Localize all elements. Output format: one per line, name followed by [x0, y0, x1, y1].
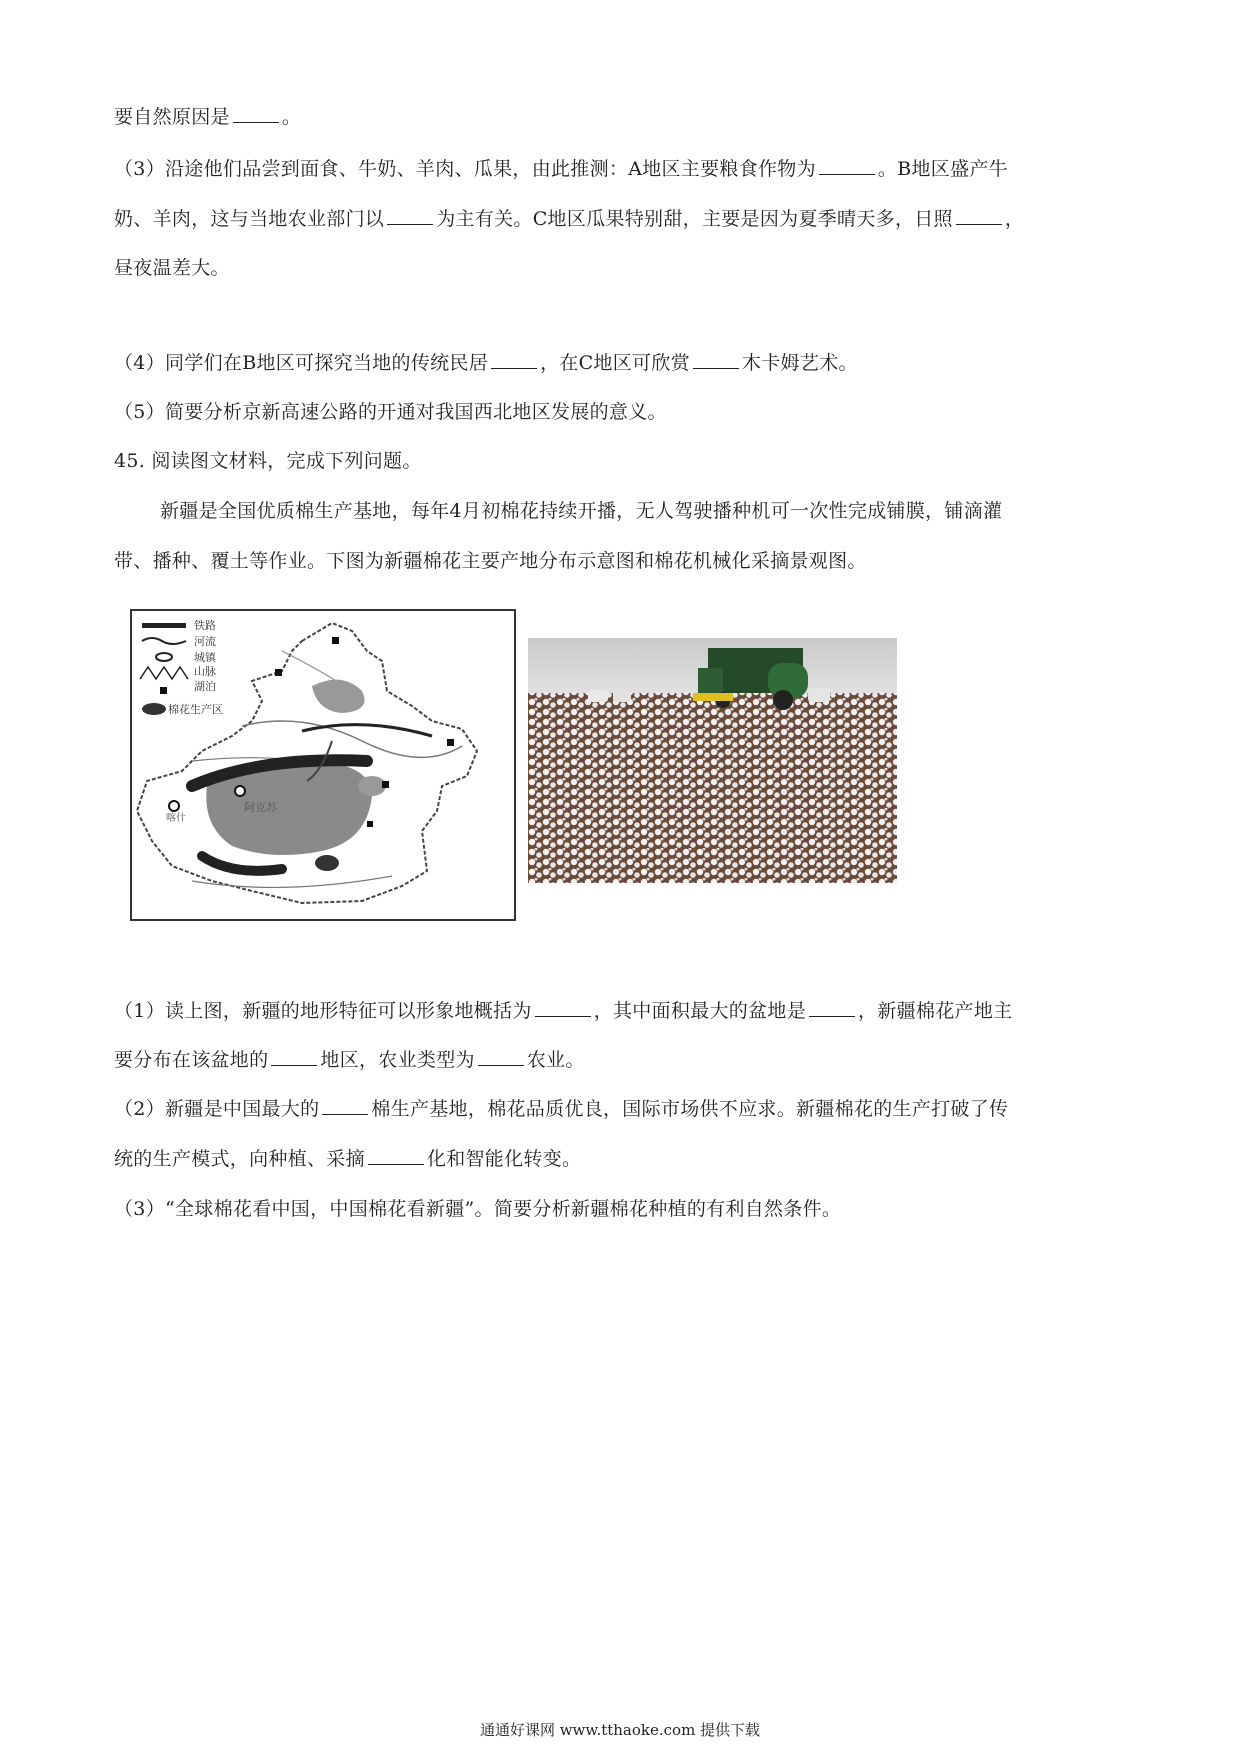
legend-label: 山脉: [194, 665, 216, 678]
answer-blank[interactable]: [819, 156, 875, 175]
text-line: [114, 206, 1024, 232]
text-line: [114, 255, 230, 281]
text: 奶、羊肉，这与当地农业部门以: [114, 208, 385, 230]
answer-blank[interactable]: [693, 350, 739, 369]
town-legend-icon: [156, 653, 172, 661]
text: （3）沿途他们品尝到面食、牛奶、羊肉、瓜果，由此推测：A地区主要粮食作物为: [114, 158, 816, 180]
text-line: [114, 350, 858, 376]
text: （3）“全球棉花看中国，中国棉花看新疆”。简要分析新疆棉花种植的有利自然条件。: [114, 1198, 842, 1220]
page-footer: 通通好课网 www.tthaoke.com 提供下载: [479, 1721, 761, 1739]
lake-marker: [367, 821, 373, 827]
text: 统的生产模式，向种植、采摘: [114, 1148, 365, 1170]
answer-blank[interactable]: [491, 350, 537, 369]
paragraph-line: [160, 498, 1002, 524]
text: ，其中面积最大的盆地是: [593, 1000, 807, 1022]
text: （2）新疆是中国最大的: [114, 1098, 320, 1120]
text-line: [114, 156, 1008, 182]
answer-blank[interactable]: [233, 104, 279, 123]
lake-marker: [447, 739, 454, 746]
text: 。B地区盛产牛: [877, 158, 1008, 180]
cotton-field: [528, 693, 897, 883]
answer-blank[interactable]: [387, 206, 433, 225]
river-legend-icon: [142, 638, 186, 644]
answer-blank[interactable]: [368, 1146, 424, 1165]
answer-blank[interactable]: [271, 1047, 317, 1066]
text: 木卡姆艺术。: [742, 352, 858, 374]
harvester-wheel: [773, 690, 793, 710]
cotton-bale: [808, 688, 830, 702]
legend-label: 棉花生产区: [168, 703, 223, 716]
paragraph-line: [114, 548, 867, 574]
legend-label: 河流: [194, 635, 216, 648]
text: 地区，农业类型为: [320, 1049, 475, 1071]
text: 45. 阅读图文材料，完成下列问题。: [114, 450, 422, 472]
text: 新疆是全国优质棉生产基地，每年4月初棉花持续开播，无人驾驶播种机可一次性完成铺膜，铺滴灌: [160, 500, 1003, 522]
text: 农业。: [526, 1049, 585, 1071]
cotton-area-legend-icon: [142, 703, 166, 715]
text: 要自然原因是: [114, 106, 230, 128]
question-45-title: [114, 448, 422, 474]
cotton-patch: [358, 776, 386, 796]
cotton-harvest-photo: [528, 638, 897, 883]
text: 棉生产基地，棉花品质优良，国际市场供不应求。新疆棉花的生产打破了传: [371, 1098, 1009, 1120]
city-label: 喀什: [166, 813, 186, 824]
railway-legend-icon: [142, 623, 186, 628]
answer-blank[interactable]: [535, 998, 591, 1017]
answer-blank[interactable]: [322, 1096, 368, 1115]
legend-label: 铁路: [194, 619, 216, 632]
text-line: [114, 1146, 581, 1172]
text: 。: [281, 106, 302, 128]
photo-graphic: [528, 638, 897, 883]
lake-marker: [332, 637, 339, 644]
cotton-patch: [315, 855, 339, 871]
lake-marker: [275, 669, 282, 676]
legend-label: 湖泊: [194, 680, 216, 693]
answer-blank[interactable]: [956, 206, 1002, 225]
text: 昼夜温差大。: [114, 257, 230, 279]
harvester-header: [693, 693, 733, 701]
aksu-town-marker: [235, 786, 245, 796]
text: 为主有关。C地区瓜果特别甜，主要是因为夏季晴天多，日照: [436, 208, 953, 230]
cotton-bale: [613, 690, 631, 702]
answer-blank[interactable]: [478, 1047, 524, 1066]
text-line: [114, 1196, 841, 1222]
text: 化和智能化转变。: [426, 1148, 582, 1170]
text: 要分布在该盆地的: [114, 1049, 269, 1071]
text-line: [114, 104, 301, 130]
text: （5）简要分析京新高速公路的开通对我国西北地区发展的意义。: [114, 401, 667, 423]
text: ，新疆棉花产地主: [858, 1000, 1013, 1022]
text-line: [114, 998, 1012, 1024]
text: （4）同学们在B地区可探究当地的传统民居: [114, 352, 489, 374]
mountain-legend-icon: [140, 667, 188, 679]
text: 带、播种、覆土等作业。下图为新疆棉花主要产地分布示意图和棉花机械化采摘景观图。: [114, 550, 867, 572]
text: ，: [1004, 208, 1025, 230]
lake-legend-icon: [160, 687, 167, 694]
text: ，在C地区可欣赏: [540, 352, 691, 374]
city-label: 阿克苏: [244, 801, 277, 814]
cotton-bale: [588, 690, 608, 702]
text: （1）读上图，新疆的地形特征可以形象地概括为: [114, 1000, 532, 1022]
answer-blank[interactable]: [809, 998, 855, 1017]
xinjiang-cotton-map: [130, 609, 516, 921]
text-line: [114, 1047, 585, 1073]
kashgar-town-marker: [169, 801, 179, 811]
lake-marker: [382, 781, 389, 788]
map-graphic: [132, 611, 514, 919]
text-line: [114, 1096, 1008, 1122]
legend-label: 城镇: [194, 651, 216, 664]
text-line: [114, 399, 667, 425]
